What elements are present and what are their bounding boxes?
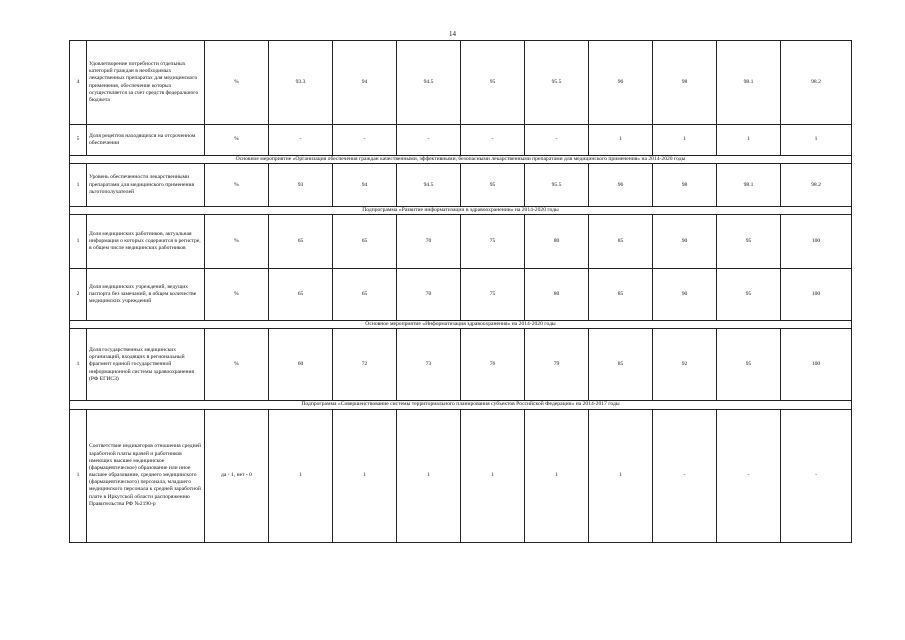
value-cell: 95.5: [525, 41, 589, 125]
value-cell: 65: [333, 215, 397, 269]
unit-cell: %: [205, 269, 269, 321]
value-cell: 94.5: [397, 41, 461, 125]
row-number: 2: [70, 269, 87, 321]
value-cell: -: [653, 409, 717, 542]
value-cell: -: [333, 125, 397, 156]
row-number: 1: [70, 409, 87, 542]
value-cell: 95: [717, 329, 781, 401]
unit-cell: %: [205, 215, 269, 269]
section-title: Основное мероприятие «Информатизация здравоохранения» на 2014-2020 годы: [70, 321, 852, 329]
value-cell: 98.1: [717, 41, 781, 125]
value-cell: 1: [653, 125, 717, 156]
value-cell: 1: [525, 409, 589, 542]
value-cell: 75: [461, 269, 525, 321]
value-cell: 70: [397, 269, 461, 321]
value-cell: -: [269, 125, 333, 156]
table-row: [70, 215, 852, 269]
table-row: [70, 125, 852, 156]
value-cell: -: [397, 125, 461, 156]
indicator-description: Удовлетворение потребности отдельных категорий граждан в необходимых лекарственных препаратах для медицинского применения, обеспечение которых осуществляется за счет средств федерального бюджета: [87, 41, 205, 125]
value-cell: 75: [461, 215, 525, 269]
table-row: [70, 409, 852, 542]
value-cell: 90: [653, 215, 717, 269]
value-cell: 80: [525, 269, 589, 321]
value-cell: 95: [461, 41, 525, 125]
unit-cell: %: [205, 125, 269, 156]
value-cell: 65: [269, 269, 333, 321]
value-cell: 98.2: [781, 164, 852, 207]
value-cell: 94.5: [397, 164, 461, 207]
value-cell: 95.5: [525, 164, 589, 207]
value-cell: 80: [525, 215, 589, 269]
unit-cell: %: [205, 164, 269, 207]
value-cell: 73: [397, 329, 461, 401]
section-title: Подпрограмма «Совершенствование системы территориального планирования субъектов Российской Федерации» на 2014-2017 годы: [70, 401, 852, 409]
unit-cell: да - 1, нет - 0: [205, 409, 269, 542]
value-cell: 85: [589, 215, 653, 269]
section-header: [70, 207, 852, 215]
row-number: 4: [70, 41, 87, 125]
indicators-table: [69, 40, 852, 543]
unit-cell: %: [205, 41, 269, 125]
row-number: 1: [70, 329, 87, 401]
indicator-description: Доля государственных медицинских организаций, входящих в региональный фрагмент единой государственной информационной системы здравоохранения (РФ ЕГИСЗ): [87, 329, 205, 401]
value-cell: 90: [653, 269, 717, 321]
page-number: 14: [449, 30, 456, 38]
value-cell: 1: [333, 409, 397, 542]
value-cell: 95: [461, 164, 525, 207]
value-cell: 98: [653, 164, 717, 207]
table-row: [70, 41, 852, 125]
value-cell: 65: [269, 215, 333, 269]
indicator-description: Доля медицинских работников, актуальная информация о которых содержится в регистре, в общем числе медицинских работников: [87, 215, 205, 269]
value-cell: 72: [333, 329, 397, 401]
table-row: [70, 269, 852, 321]
value-cell: -: [717, 409, 781, 542]
section-header: [70, 321, 852, 329]
value-cell: 93: [269, 164, 333, 207]
value-cell: 95: [717, 269, 781, 321]
unit-cell: %: [205, 329, 269, 401]
value-cell: 1: [461, 409, 525, 542]
value-cell: 60: [269, 329, 333, 401]
indicator-description: Уровень обеспеченности лекарственными препаратами для медицинского применения льготополучателей: [87, 164, 205, 207]
table-row: [70, 164, 852, 207]
value-cell: 92: [653, 329, 717, 401]
section-title: Подпрограмма «Развитие информатизации в здравоохранении» на 2014-2020 годы: [70, 207, 852, 215]
indicator-description: Доля медицинских учреждений, ведущих паспорта без замечаний, в общем количестве медицинских учреждений: [87, 269, 205, 321]
value-cell: 85: [589, 269, 653, 321]
value-cell: 1: [397, 409, 461, 542]
value-cell: 65: [333, 269, 397, 321]
table-row: [70, 329, 852, 401]
value-cell: 100: [781, 215, 852, 269]
value-cell: 98.1: [717, 164, 781, 207]
section-header: [70, 401, 852, 409]
value-cell: -: [461, 125, 525, 156]
value-cell: 95: [717, 215, 781, 269]
row-number: 1: [70, 215, 87, 269]
value-cell: 94: [333, 41, 397, 125]
value-cell: 100: [781, 269, 852, 321]
indicator-description: Доля рецептов находящихся на отсроченном обеспечении: [87, 125, 205, 156]
value-cell: 98: [653, 41, 717, 125]
value-cell: -: [781, 409, 852, 542]
value-cell: 1: [589, 409, 653, 542]
row-number: 1: [70, 164, 87, 207]
value-cell: 96: [589, 41, 653, 125]
value-cell: 1: [269, 409, 333, 542]
row-number: 5: [70, 125, 87, 156]
value-cell: 94: [333, 164, 397, 207]
value-cell: 98.2: [781, 41, 852, 125]
value-cell: 70: [397, 215, 461, 269]
value-cell: 1: [589, 125, 653, 156]
value-cell: 85: [589, 329, 653, 401]
value-cell: 96: [589, 164, 653, 207]
value-cell: 1: [717, 125, 781, 156]
value-cell: 100: [781, 329, 852, 401]
section-title: Основное мероприятие «Организация обеспечения граждан качественными, эффективными, безопасными лекарственными препаратами для медицинского применения» на 2014-2020 годы: [70, 156, 852, 164]
section-header: [70, 156, 852, 164]
value-cell: 79: [525, 329, 589, 401]
indicator-description: Соответствие индикаторов отношения средней заработной платы врачей и работников имеющих высшее медицинское (фармацевтическое) образование или иное высшее образование, среднего медицинского (фармацевтического) персонала, младшего медицинского персонала к средней заработной плате в Иркутской области распоряжению Правительства РФ №2190-р: [87, 409, 205, 542]
value-cell: 76: [461, 329, 525, 401]
value-cell: 93.3: [269, 41, 333, 125]
value-cell: 1: [781, 125, 852, 156]
value-cell: -: [525, 125, 589, 156]
